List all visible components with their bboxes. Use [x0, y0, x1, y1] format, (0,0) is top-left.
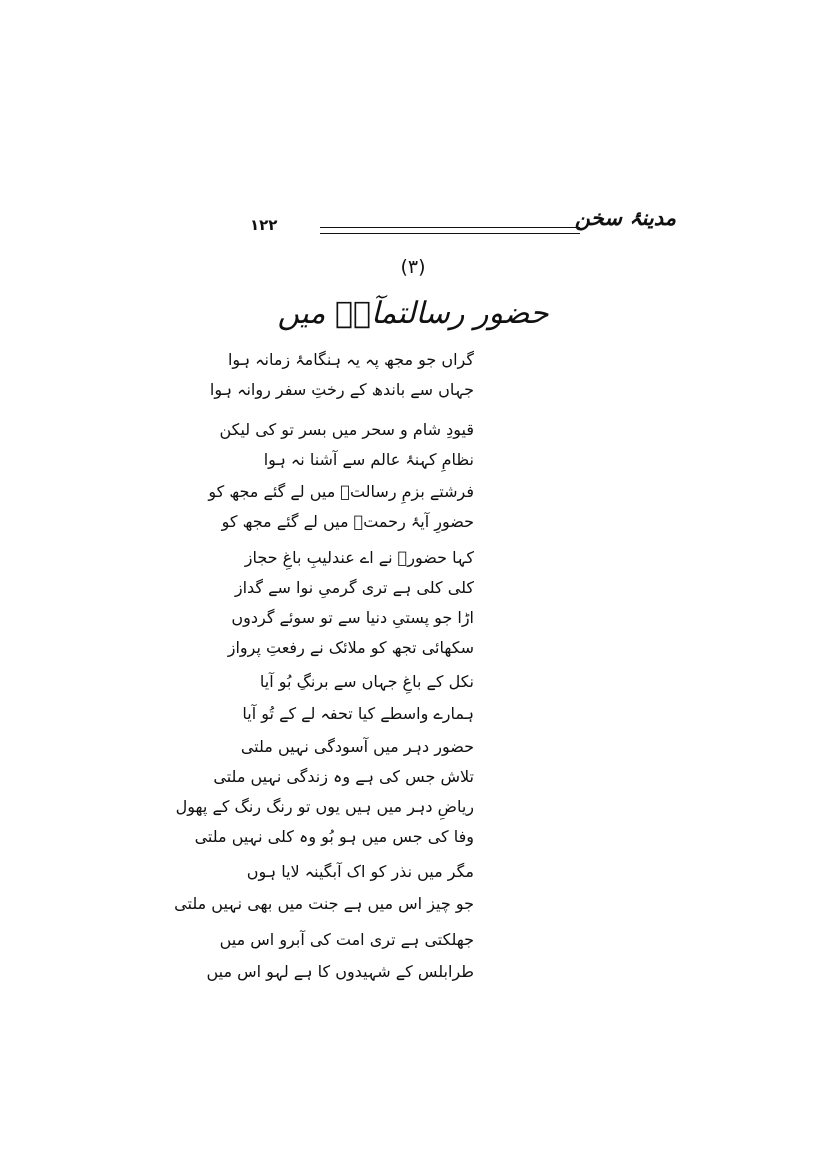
running-title: مدینۂ سخن: [574, 206, 676, 230]
page-number: ۱۲۲: [250, 216, 278, 234]
verse-line: قیودِ شام و سحر میں بسر تو کی لیکن: [219, 420, 474, 439]
verse-line: ریاضِ دہر میں ہیں یوں تو رنگ رنگ کے پھول: [175, 797, 474, 816]
verse-line: ہمارے واسطے کیا تحفہ لے کے تُو آیا: [242, 704, 474, 723]
poem-number: (۳): [400, 256, 426, 278]
verse-line: وفا کی جس میں ہو بُو وہ کلی نہیں ملتی: [194, 827, 474, 846]
verse-line: مگر میں نذر کو اک آبگینہ لایا ہوں: [246, 862, 474, 881]
verse-line: نکل کے باغِ جہاں سے برنگِ بُو آیا: [259, 672, 474, 691]
verse-line: جہاں سے باندھ کے رختِ سفر روانہ ہوا: [209, 380, 474, 399]
header-rule-top: [320, 227, 580, 228]
verse-line: نظامِ کہنۂ عالم سے آشنا نہ ہوا: [263, 450, 474, 469]
verse-line: تلاش جس کی ہے وہ زندگی نہیں ملتی: [213, 767, 474, 786]
verse-line: طرابلس کے شہیدوں کا ہے لہو اس میں: [206, 962, 474, 981]
verse-line: اڑا جو پستیِ دنیا سے تو سوئے گردوں: [231, 608, 474, 627]
poem-title: حضور رسالتمآبؐ میں: [277, 296, 549, 331]
verse-line: گراں جو مجھ پہ یہ ہنگامۂ زمانہ ہوا: [227, 350, 474, 369]
verse-line: سکھائی تجھ کو ملائک نے رفعتِ پرواز: [227, 638, 474, 657]
verse-line: حضور دہر میں آسودگی نہیں ملتی: [240, 737, 474, 756]
verse-line: کہا حضورؐ نے اے عندلیبِ باغِ حجاز: [244, 548, 474, 567]
verse-line: جھلکتی ہے تری امت کی آبرو اس میں: [219, 930, 474, 949]
verse-line: فرشتے بزمِ رسالتؐ میں لے گئے مجھ کو: [208, 482, 474, 501]
header-rule-bottom: [320, 233, 580, 234]
verse-line: حضورِ آیۂ رحمتؐ میں لے گئے مجھ کو: [221, 512, 474, 531]
verse-line: کلی کلی ہے تری گرمیِ نوا سے گداز: [234, 578, 474, 597]
verse-line: جو چیز اس میں ہے جنت میں بھی نہیں ملتی: [174, 894, 474, 913]
